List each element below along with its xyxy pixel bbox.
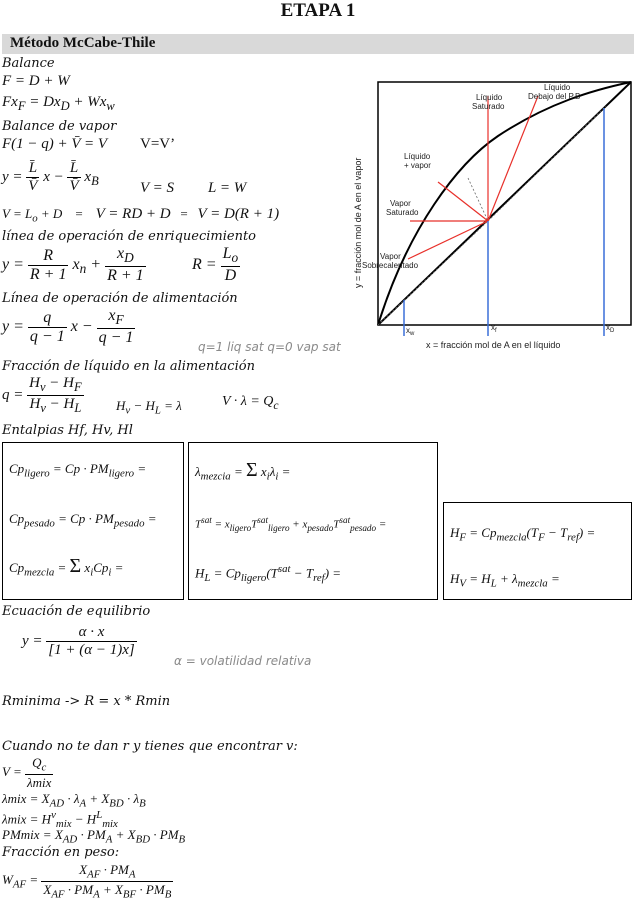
rmin-eq: Rminima -> R = x * Rmin <box>2 694 171 709</box>
label-saturated-vapor: Vapor <box>390 199 411 208</box>
equilibrium-note: α = volatilidad relativa <box>174 654 312 668</box>
label-saturated-liquid-2: Saturado <box>472 102 505 111</box>
enrich-eq: y = $\frac{R}{R + 1}$ $x_n$ + $\frac{x_D}{R + 1}$ <box>2 245 144 285</box>
vapor-heading: Balance de vapor <box>2 119 117 134</box>
weight-heading: Fracción en peso: <box>2 845 120 860</box>
page-title: ETAPA 1 <box>280 0 356 21</box>
unknown-heading: Cuando no te dan r y tienes que encontrar v: <box>2 739 298 754</box>
balance-eq2: $Fx_F = Dx_D + Wx_w$ <box>2 94 115 113</box>
lambda-mix-2: $\lambda mix = H^v_{mix} - H^L_{mix}$ <box>2 809 118 830</box>
mccabe-thiele-diagram <box>348 78 636 360</box>
vapor-eq-vs: V = S <box>140 180 175 196</box>
lambda-mezcla: $\lambda_{mezcia} = \Sigma$ $x_i\lambda_i$ = <box>195 459 291 483</box>
cp-box <box>2 442 184 600</box>
label-liquid-vapor-2: + vapor <box>404 161 431 170</box>
label-saturated-vapor-2: Saturado <box>386 208 419 217</box>
feed-line-subcooled <box>488 96 538 221</box>
balance-eq1: F = D + W <box>2 73 70 89</box>
label-subcooled-2: Debajo del P.B <box>528 92 581 101</box>
feed-note: q=1 liq sat q=0 vap sat <box>198 340 341 354</box>
vapor-eq2: y = $\frac{L̄}{V̄}$ x − $\frac{L̄}{V̄}$ $x_B$ <box>2 160 99 194</box>
t-sat: $T^{sat} = x_{ligero}T^{sat}_{ligero} + x_{pesado}T^{sat}_{pesado}$ = <box>195 515 387 533</box>
tick-xd: $x_D$ <box>606 323 615 334</box>
feed-line-liquid-vapor <box>438 182 488 221</box>
h-l: $H_L = Cp_{ligero}(T^{sat} - T_{ref})$ = <box>195 563 342 584</box>
enrich-heading: línea de operación de enriquecimiento <box>2 229 257 244</box>
cp-ligero: $Cp_{ligero} = Cp \cdot PM_{ligero}$ = <box>9 461 147 480</box>
balance-heading: Balance <box>2 56 55 71</box>
fraction-eq-c: $V \cdot \lambda = Q_c$ <box>222 394 279 412</box>
v-eq: V = $\frac{Q_c}{\text{λmix}}$ <box>2 755 52 790</box>
operating-line-feed <box>468 178 488 221</box>
vapor-note: V=V’ <box>140 136 176 152</box>
label-superheated: Vapor <box>380 252 401 261</box>
pm-mix: PMmix = $X_{AD} \cdot PM_A + X_{BD} \cdot PM_B$ <box>2 827 186 846</box>
fraction-eq: q = $\frac{H_v - H_F}{H_v - H_L}$ <box>2 375 82 415</box>
section-title: Método McCabe-Thile <box>10 35 156 51</box>
feed-eq: y = $\frac{q}{q - 1}$ x − $\frac{x_F}{q - 1}$ <box>2 307 134 347</box>
vapor-eq-lw: L = W <box>208 180 247 196</box>
tick-xw: $x_w$ <box>406 326 415 337</box>
diagonal-line <box>378 82 631 325</box>
vapor-eq3: $V = L_o + D$ = V = RD + D = V = D(R + 1) <box>2 206 280 225</box>
feed-heading: Línea de operación de alimentación <box>2 291 238 306</box>
equilibrium-eq: y = $\frac{\alpha \cdot x}{[1 + (\alpha - 1)x]}$ <box>22 624 135 658</box>
cp-mezcla: $Cp_{mezcla} = \Sigma$ $x_iCp_i$ = <box>9 555 124 579</box>
label-liquid-vapor: Líquido <box>404 152 431 161</box>
label-saturated-liquid: Líquido <box>476 93 503 102</box>
equilibrium-heading: Ecuación de equilibrio <box>2 604 151 619</box>
vapor-eq1: F(1 − q) + V̄ = V <box>2 136 108 152</box>
h-v: $H_V = H_L + \lambda_{mezcla}$ = <box>450 571 560 590</box>
tick-xf: $x_f$ <box>491 323 497 334</box>
hf-box <box>443 502 632 600</box>
cp-pesado: $Cp_{pesado} = Cp \cdot PM_{pesado}$ = <box>9 511 157 530</box>
y-axis-label: y = fracción mol de A en el vapor <box>353 157 363 288</box>
h-f: $H_F = Cp_{mezcla}(T_F - T_{ref})$ = <box>450 525 596 544</box>
weight-eq: $W_{AF}$ = $\frac{X_{AF} \cdot PM_A}{X_{AF} \cdot PM_A + X_{BF} \cdot PM_B}$ <box>2 862 172 900</box>
label-subcooled: Líquido <box>544 83 571 92</box>
x-axis-label: x = fracción mol de A en el líquido <box>426 340 561 350</box>
section-header <box>2 34 634 54</box>
lambda-mix-1: $\lambda mix = X_{AD} \cdot \lambda_A + X_{BD} \cdot \lambda_B$ <box>2 791 146 810</box>
fraction-heading: Fracción de líquido en la alimentación <box>2 359 255 374</box>
enthalpy-heading: Entalpias Hf, Hv, Hl <box>2 423 133 438</box>
lambda-box <box>188 442 438 600</box>
reflux-eq: R = $\frac{L_o}{D}$ <box>192 245 239 285</box>
label-superheated-2: Sobrecalentado <box>362 261 419 270</box>
fraction-eq-b: $H_v - H_L = \lambda$ <box>116 398 182 417</box>
